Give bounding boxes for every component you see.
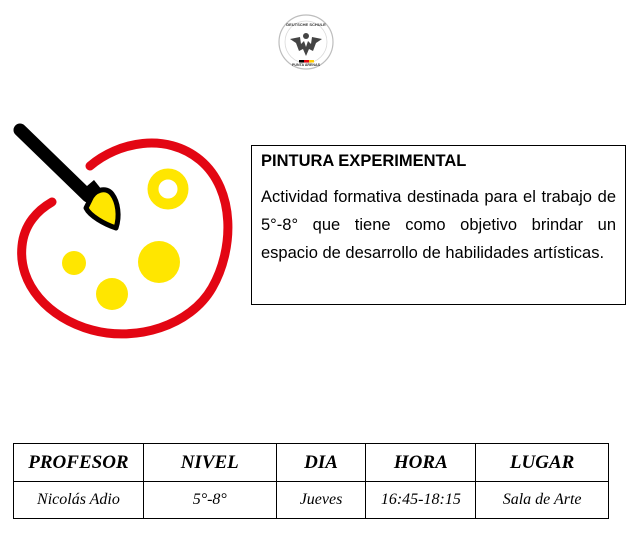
cell-lugar: Sala de Arte xyxy=(476,482,609,519)
logo-text-top: DEUTSCHE SCHULE xyxy=(286,22,326,27)
header-profesor: PROFESOR xyxy=(14,444,144,482)
paint-palette-icon xyxy=(8,118,240,348)
schedule-header-row xyxy=(14,444,609,482)
schedule-row xyxy=(14,482,609,519)
header-hora: HORA xyxy=(366,444,476,482)
paint-blob-medium xyxy=(96,278,128,310)
activity-description: Actividad formativa destinada para el trabajo de 5°-8° que tiene como objetivo brindar un espacio de desarrollo de habilidades artísticas. xyxy=(261,188,616,262)
header-nivel: NIVEL xyxy=(143,444,276,482)
schedule-table xyxy=(13,443,609,519)
brush-tip xyxy=(86,190,118,228)
school-logo xyxy=(278,14,334,70)
cell-dia: Jueves xyxy=(276,482,366,519)
logo-text-bottom: PUNTA ARENAS xyxy=(291,63,321,67)
activity-info-box xyxy=(251,145,626,305)
cell-nivel: 5°-8° xyxy=(143,482,276,519)
header-lugar: LUGAR xyxy=(476,444,609,482)
paint-blob-small xyxy=(62,251,86,275)
header-dia: DIA xyxy=(276,444,366,482)
paint-blob-large xyxy=(138,241,180,283)
paint-blob-ring xyxy=(153,174,183,204)
brush-handle xyxy=(20,130,88,196)
palette-outline xyxy=(22,143,228,334)
activity-title: PINTURA EXPERIMENTAL xyxy=(261,152,467,170)
cell-profesor: Nicolás Adio xyxy=(14,482,144,519)
cell-hora: 16:45-18:15 xyxy=(366,482,476,519)
